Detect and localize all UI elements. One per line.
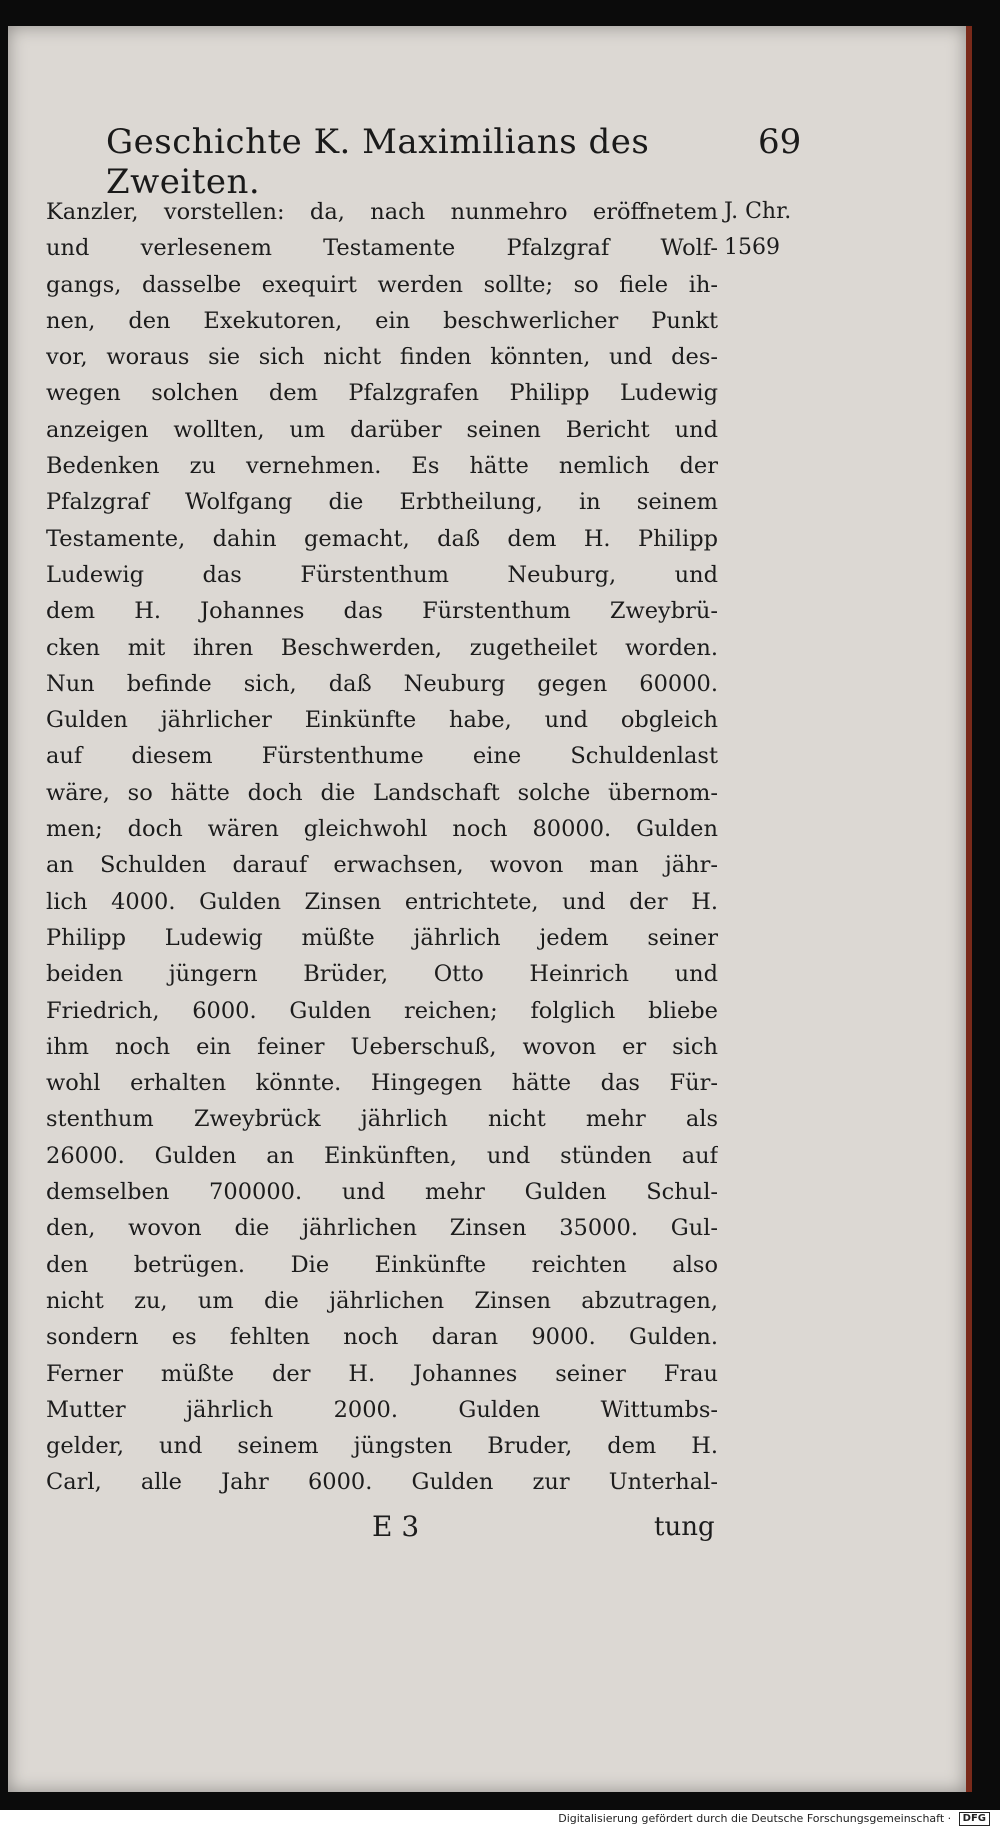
text-line: den, wovon die jährlichen Zinsen 35000. Gul- (46, 1215, 718, 1242)
text-line: den betrügen. Die Einkünfte reichten also (46, 1251, 718, 1278)
text-line: Kanzler, vorstellen: da, nach nunmehro eröffnetem (46, 199, 718, 225)
margin-note-year: 1569 (724, 235, 780, 260)
text-line: wäre, so hätte doch die Landschaft solche übernom- (46, 779, 718, 806)
text-line: gangs, dasselbe exequirt werden sollte; so fiele ih- (46, 271, 718, 298)
text-line: an Schulden darauf erwachsen, wovon man jähr- (46, 852, 718, 879)
book-page (8, 26, 966, 1792)
text-line: Gulden jährlicher Einkünfte habe, und obgleich (46, 707, 718, 734)
text-line: beiden jüngern Brüder, Otto Heinrich und (46, 961, 718, 988)
text-line: Ferner müßte der H. Johannes seiner Frau (46, 1360, 718, 1387)
text-line: auf diesem Fürstenthume eine Schuldenlast (46, 743, 718, 770)
text-line: men; doch wären gleichwohl noch 80000. Gulden (46, 816, 718, 843)
text-line: cken mit ihren Beschwerden, zugetheilet worden. (46, 634, 718, 661)
text-line: wohl erhalten könnte. Hingegen hätte das Für- (46, 1070, 718, 1097)
text-line: Mutter jährlich 2000. Gulden Wittumbs- (46, 1396, 718, 1423)
text-line: sondern es fehlten noch daran 9000. Gulden. (46, 1324, 718, 1351)
text-line: Pfalzgraf Wolfgang die Erbtheilung, in seinem (46, 489, 718, 516)
text-line: stenthum Zweybrück jährlich nicht mehr als (46, 1106, 718, 1133)
text-line: Carl, alle Jahr 6000. Gulden zur Unterhal- (46, 1469, 718, 1496)
text-line: ihm noch ein feiner Ueberschuß, wovon er sich (46, 1033, 718, 1060)
text-line: gelder, und seinem jüngsten Bruder, dem H. (46, 1433, 718, 1460)
text-line: Nun befinde sich, daß Neuburg gegen 60000. (46, 670, 718, 697)
signature-mark: E 3 (372, 1510, 420, 1543)
text-line: Bedenken zu vernehmen. Es hätte nemlich der (46, 453, 718, 480)
text-line: anzeigen wollten, um darüber seinen Bericht und (46, 416, 718, 443)
text-line: Philipp Ludewig müßte jährlich jedem seiner (46, 924, 718, 951)
text-line: Ludewig das Fürstenthum Neuburg, und (46, 561, 718, 588)
running-header: Geschichte K. Maximilians des Zweiten. (106, 122, 650, 202)
catchword: tung (654, 1512, 715, 1542)
text-line: 26000. Gulden an Einkünften, und stünden auf (46, 1142, 718, 1169)
footer-credit (558, 1812, 990, 1826)
text-line: dem H. Johannes das Fürstenthum Zweybrü- (46, 598, 718, 625)
text-line: nen, den Exekutoren, ein beschwerlicher Punkt (46, 307, 718, 334)
text-line: Friedrich, 6000. Gulden reichen; folglich bliebe (46, 997, 718, 1024)
text-line: nicht zu, um die jährlichen Zinsen abzutragen, (46, 1287, 718, 1314)
text-line: und verlesenem Testamente Pfalzgraf Wolf- (46, 235, 718, 262)
page-number: 69 (758, 122, 802, 162)
text-line: wegen solchen dem Pfalzgrafen Philipp Ludewig (46, 380, 718, 407)
page-edge (966, 26, 972, 1792)
margin-note-era: J. Chr. (724, 199, 792, 224)
footer-credit-text: Digitalisierung gefördert durch die Deutsche Forschungsgemeinschaft · (558, 1812, 952, 1825)
text-line: demselben 700000. und mehr Gulden Schul- (46, 1179, 718, 1206)
margin-note (724, 194, 800, 266)
text-line: vor, woraus sie sich nicht finden könnten, und des- (46, 344, 718, 371)
body-text (46, 194, 718, 1501)
text-line: lich 4000. Gulden Zinsen entrichtete, und der H. (46, 888, 718, 915)
dfg-logo-icon: DFG (959, 1812, 990, 1826)
text-line: Testamente, dahin gemacht, daß dem H. Philipp (46, 525, 718, 552)
